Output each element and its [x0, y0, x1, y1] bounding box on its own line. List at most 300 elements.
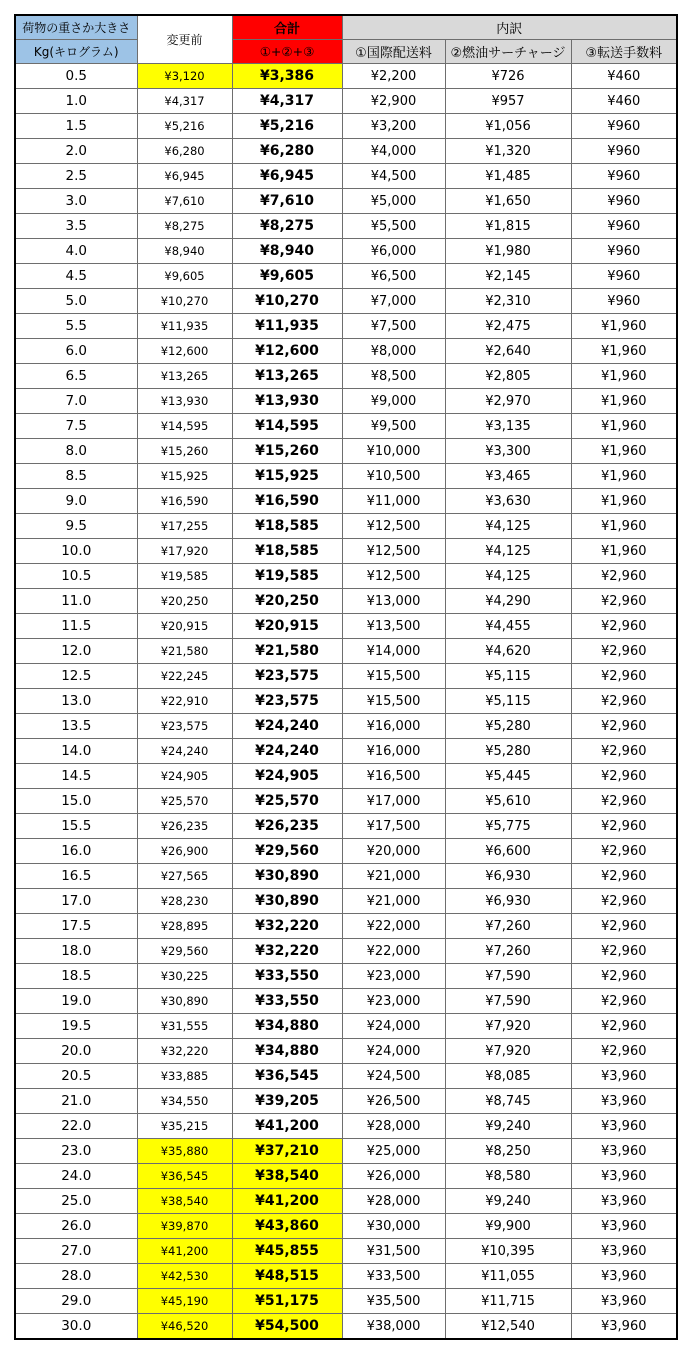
cell-fuel-surcharge[interactable]: ¥7,920 [445, 1014, 571, 1039]
cell-weight[interactable]: 18.0 [15, 939, 137, 964]
cell-weight[interactable]: 1.5 [15, 114, 137, 139]
cell-before[interactable]: ¥11,935 [137, 314, 232, 339]
cell-weight[interactable]: 7.0 [15, 389, 137, 414]
cell-shipping[interactable]: ¥31,500 [342, 1239, 445, 1264]
cell-fuel-surcharge[interactable]: ¥7,260 [445, 914, 571, 939]
cell-before[interactable]: ¥27,565 [137, 864, 232, 889]
cell-fuel-surcharge[interactable]: ¥3,135 [445, 414, 571, 439]
cell-weight[interactable]: 24.0 [15, 1164, 137, 1189]
cell-forwarding-fee[interactable]: ¥1,960 [571, 314, 677, 339]
cell-before[interactable]: ¥26,235 [137, 814, 232, 839]
cell-weight[interactable]: 2.5 [15, 164, 137, 189]
cell-shipping[interactable]: ¥33,500 [342, 1264, 445, 1289]
header-total[interactable]: 合計 [232, 15, 342, 40]
cell-weight[interactable]: 20.0 [15, 1039, 137, 1064]
cell-fuel-surcharge[interactable]: ¥6,930 [445, 889, 571, 914]
cell-shipping[interactable]: ¥25,000 [342, 1139, 445, 1164]
cell-before[interactable]: ¥34,550 [137, 1089, 232, 1114]
cell-forwarding-fee[interactable]: ¥960 [571, 214, 677, 239]
cell-shipping[interactable]: ¥30,000 [342, 1214, 445, 1239]
cell-shipping[interactable]: ¥9,000 [342, 389, 445, 414]
cell-shipping[interactable]: ¥21,000 [342, 864, 445, 889]
cell-weight[interactable]: 5.5 [15, 314, 137, 339]
header-total-formula[interactable]: ①+②+③ [232, 40, 342, 64]
cell-forwarding-fee[interactable]: ¥960 [571, 139, 677, 164]
cell-before[interactable]: ¥24,240 [137, 739, 232, 764]
cell-fuel-surcharge[interactable]: ¥3,630 [445, 489, 571, 514]
cell-before[interactable]: ¥29,560 [137, 939, 232, 964]
cell-total[interactable]: ¥54,500 [232, 1314, 342, 1340]
cell-total[interactable]: ¥29,560 [232, 839, 342, 864]
cell-weight[interactable]: 12.5 [15, 664, 137, 689]
cell-before[interactable]: ¥46,520 [137, 1314, 232, 1340]
cell-before[interactable]: ¥21,580 [137, 639, 232, 664]
cell-weight[interactable]: 30.0 [15, 1314, 137, 1340]
cell-fuel-surcharge[interactable]: ¥7,260 [445, 939, 571, 964]
cell-weight[interactable]: 8.0 [15, 439, 137, 464]
cell-shipping[interactable]: ¥4,500 [342, 164, 445, 189]
cell-before[interactable]: ¥26,900 [137, 839, 232, 864]
cell-shipping[interactable]: ¥8,500 [342, 364, 445, 389]
cell-before[interactable]: ¥22,910 [137, 689, 232, 714]
cell-before[interactable]: ¥14,595 [137, 414, 232, 439]
cell-before[interactable]: ¥5,216 [137, 114, 232, 139]
cell-weight[interactable]: 28.0 [15, 1264, 137, 1289]
cell-before[interactable]: ¥32,220 [137, 1039, 232, 1064]
cell-before[interactable]: ¥8,275 [137, 214, 232, 239]
cell-total[interactable]: ¥13,930 [232, 389, 342, 414]
cell-forwarding-fee[interactable]: ¥2,960 [571, 739, 677, 764]
cell-weight[interactable]: 18.5 [15, 964, 137, 989]
cell-shipping[interactable]: ¥28,000 [342, 1189, 445, 1214]
cell-shipping[interactable]: ¥12,500 [342, 564, 445, 589]
cell-before[interactable]: ¥16,590 [137, 489, 232, 514]
cell-fuel-surcharge[interactable]: ¥8,250 [445, 1139, 571, 1164]
cell-fuel-surcharge[interactable]: ¥1,485 [445, 164, 571, 189]
cell-total[interactable]: ¥15,925 [232, 464, 342, 489]
cell-before[interactable]: ¥8,940 [137, 239, 232, 264]
cell-before[interactable]: ¥3,120 [137, 64, 232, 89]
cell-before[interactable]: ¥23,575 [137, 714, 232, 739]
cell-weight[interactable]: 6.5 [15, 364, 137, 389]
cell-before[interactable]: ¥38,540 [137, 1189, 232, 1214]
cell-total[interactable]: ¥23,575 [232, 689, 342, 714]
cell-total[interactable]: ¥10,270 [232, 289, 342, 314]
cell-shipping[interactable]: ¥6,000 [342, 239, 445, 264]
cell-weight[interactable]: 26.0 [15, 1214, 137, 1239]
cell-weight[interactable]: 15.0 [15, 789, 137, 814]
cell-before[interactable]: ¥35,880 [137, 1139, 232, 1164]
cell-shipping[interactable]: ¥23,000 [342, 989, 445, 1014]
cell-forwarding-fee[interactable]: ¥1,960 [571, 464, 677, 489]
cell-shipping[interactable]: ¥22,000 [342, 914, 445, 939]
cell-total[interactable]: ¥30,890 [232, 864, 342, 889]
cell-total[interactable]: ¥51,175 [232, 1289, 342, 1314]
header-shipping[interactable]: ①国際配送料 [342, 40, 445, 64]
cell-weight[interactable]: 25.0 [15, 1189, 137, 1214]
cell-fuel-surcharge[interactable]: ¥10,395 [445, 1239, 571, 1264]
cell-shipping[interactable]: ¥15,500 [342, 664, 445, 689]
cell-shipping[interactable]: ¥13,000 [342, 589, 445, 614]
cell-weight[interactable]: 3.5 [15, 214, 137, 239]
cell-total[interactable]: ¥14,595 [232, 414, 342, 439]
cell-total[interactable]: ¥9,605 [232, 264, 342, 289]
cell-before[interactable]: ¥15,260 [137, 439, 232, 464]
cell-shipping[interactable]: ¥24,500 [342, 1064, 445, 1089]
cell-fuel-surcharge[interactable]: ¥1,320 [445, 139, 571, 164]
cell-forwarding-fee[interactable]: ¥1,960 [571, 514, 677, 539]
cell-total[interactable]: ¥6,280 [232, 139, 342, 164]
cell-shipping[interactable]: ¥12,500 [342, 514, 445, 539]
cell-total[interactable]: ¥12,600 [232, 339, 342, 364]
cell-weight[interactable]: 6.0 [15, 339, 137, 364]
cell-forwarding-fee[interactable]: ¥960 [571, 114, 677, 139]
cell-before[interactable]: ¥12,600 [137, 339, 232, 364]
cell-before[interactable]: ¥15,925 [137, 464, 232, 489]
cell-forwarding-fee[interactable]: ¥3,960 [571, 1264, 677, 1289]
cell-weight[interactable]: 10.5 [15, 564, 137, 589]
cell-fuel-surcharge[interactable]: ¥5,280 [445, 739, 571, 764]
cell-weight[interactable]: 15.5 [15, 814, 137, 839]
cell-total[interactable]: ¥41,200 [232, 1189, 342, 1214]
cell-before[interactable]: ¥22,245 [137, 664, 232, 689]
cell-weight[interactable]: 29.0 [15, 1289, 137, 1314]
cell-weight[interactable]: 20.5 [15, 1064, 137, 1089]
cell-fuel-surcharge[interactable]: ¥7,590 [445, 989, 571, 1014]
cell-shipping[interactable]: ¥35,500 [342, 1289, 445, 1314]
cell-shipping[interactable]: ¥23,000 [342, 964, 445, 989]
cell-total[interactable]: ¥48,515 [232, 1264, 342, 1289]
cell-total[interactable]: ¥32,220 [232, 939, 342, 964]
cell-total[interactable]: ¥30,890 [232, 889, 342, 914]
cell-total[interactable]: ¥26,235 [232, 814, 342, 839]
cell-fuel-surcharge[interactable]: ¥4,125 [445, 539, 571, 564]
cell-before[interactable]: ¥7,610 [137, 189, 232, 214]
cell-before[interactable]: ¥20,915 [137, 614, 232, 639]
cell-total[interactable]: ¥45,855 [232, 1239, 342, 1264]
cell-before[interactable]: ¥28,230 [137, 889, 232, 914]
cell-fuel-surcharge[interactable]: ¥2,145 [445, 264, 571, 289]
cell-fuel-surcharge[interactable]: ¥2,805 [445, 364, 571, 389]
cell-forwarding-fee[interactable]: ¥3,960 [571, 1239, 677, 1264]
cell-before[interactable]: ¥30,225 [137, 964, 232, 989]
cell-fuel-surcharge[interactable]: ¥957 [445, 89, 571, 114]
cell-fuel-surcharge[interactable]: ¥726 [445, 64, 571, 89]
cell-forwarding-fee[interactable]: ¥3,960 [571, 1164, 677, 1189]
cell-shipping[interactable]: ¥2,900 [342, 89, 445, 114]
cell-forwarding-fee[interactable]: ¥2,960 [571, 589, 677, 614]
cell-weight[interactable]: 13.0 [15, 689, 137, 714]
cell-weight[interactable]: 11.5 [15, 614, 137, 639]
cell-fuel-surcharge[interactable]: ¥7,920 [445, 1039, 571, 1064]
cell-shipping[interactable]: ¥6,500 [342, 264, 445, 289]
cell-weight[interactable]: 10.0 [15, 539, 137, 564]
cell-forwarding-fee[interactable]: ¥960 [571, 239, 677, 264]
cell-before[interactable]: ¥35,215 [137, 1114, 232, 1139]
cell-total[interactable]: ¥25,570 [232, 789, 342, 814]
cell-forwarding-fee[interactable]: ¥2,960 [571, 889, 677, 914]
cell-shipping[interactable]: ¥10,500 [342, 464, 445, 489]
cell-total[interactable]: ¥41,200 [232, 1114, 342, 1139]
cell-fuel-surcharge[interactable]: ¥8,745 [445, 1089, 571, 1114]
cell-fuel-surcharge[interactable]: ¥1,650 [445, 189, 571, 214]
cell-weight[interactable]: 4.0 [15, 239, 137, 264]
cell-fuel-surcharge[interactable]: ¥5,610 [445, 789, 571, 814]
cell-fuel-surcharge[interactable]: ¥5,115 [445, 689, 571, 714]
cell-fuel-surcharge[interactable]: ¥6,930 [445, 864, 571, 889]
cell-fuel-surcharge[interactable]: ¥4,455 [445, 614, 571, 639]
cell-fuel-surcharge[interactable]: ¥9,240 [445, 1189, 571, 1214]
cell-weight[interactable]: 9.0 [15, 489, 137, 514]
cell-forwarding-fee[interactable]: ¥3,960 [571, 1314, 677, 1340]
cell-weight[interactable]: 3.0 [15, 189, 137, 214]
cell-weight[interactable]: 9.5 [15, 514, 137, 539]
cell-before[interactable]: ¥17,255 [137, 514, 232, 539]
cell-forwarding-fee[interactable]: ¥2,960 [571, 1014, 677, 1039]
cell-before[interactable]: ¥6,280 [137, 139, 232, 164]
cell-forwarding-fee[interactable]: ¥2,960 [571, 789, 677, 814]
cell-shipping[interactable]: ¥26,000 [342, 1164, 445, 1189]
header-forwarding-fee[interactable]: ③転送手数料 [571, 40, 677, 64]
cell-fuel-surcharge[interactable]: ¥5,775 [445, 814, 571, 839]
cell-fuel-surcharge[interactable]: ¥12,540 [445, 1314, 571, 1340]
cell-shipping[interactable]: ¥21,000 [342, 889, 445, 914]
cell-total[interactable]: ¥24,240 [232, 739, 342, 764]
cell-forwarding-fee[interactable]: ¥2,960 [571, 689, 677, 714]
cell-shipping[interactable]: ¥20,000 [342, 839, 445, 864]
cell-forwarding-fee[interactable]: ¥3,960 [571, 1139, 677, 1164]
header-weight-unit[interactable]: Kg(キログラム) [15, 40, 137, 64]
cell-forwarding-fee[interactable]: ¥2,960 [571, 1039, 677, 1064]
cell-forwarding-fee[interactable]: ¥1,960 [571, 339, 677, 364]
cell-before[interactable]: ¥19,585 [137, 564, 232, 589]
cell-weight[interactable]: 0.5 [15, 64, 137, 89]
cell-before[interactable]: ¥10,270 [137, 289, 232, 314]
cell-shipping[interactable]: ¥28,000 [342, 1114, 445, 1139]
cell-total[interactable]: ¥4,317 [232, 89, 342, 114]
header-before[interactable]: 変更前 [137, 15, 232, 64]
cell-fuel-surcharge[interactable]: ¥11,715 [445, 1289, 571, 1314]
cell-fuel-surcharge[interactable]: ¥3,465 [445, 464, 571, 489]
cell-total[interactable]: ¥33,550 [232, 989, 342, 1014]
cell-shipping[interactable]: ¥4,000 [342, 139, 445, 164]
cell-shipping[interactable]: ¥14,000 [342, 639, 445, 664]
cell-forwarding-fee[interactable]: ¥3,960 [571, 1214, 677, 1239]
cell-fuel-surcharge[interactable]: ¥5,445 [445, 764, 571, 789]
cell-total[interactable]: ¥38,540 [232, 1164, 342, 1189]
header-breakdown[interactable]: 内訳 [342, 15, 677, 40]
cell-weight[interactable]: 23.0 [15, 1139, 137, 1164]
cell-forwarding-fee[interactable]: ¥2,960 [571, 564, 677, 589]
cell-before[interactable]: ¥39,870 [137, 1214, 232, 1239]
cell-total[interactable]: ¥11,935 [232, 314, 342, 339]
cell-total[interactable]: ¥20,250 [232, 589, 342, 614]
cell-shipping[interactable]: ¥38,000 [342, 1314, 445, 1340]
cell-before[interactable]: ¥30,890 [137, 989, 232, 1014]
cell-fuel-surcharge[interactable]: ¥4,125 [445, 514, 571, 539]
cell-weight[interactable]: 16.5 [15, 864, 137, 889]
cell-weight[interactable]: 16.0 [15, 839, 137, 864]
cell-fuel-surcharge[interactable]: ¥5,280 [445, 714, 571, 739]
cell-fuel-surcharge[interactable]: ¥2,640 [445, 339, 571, 364]
cell-weight[interactable]: 13.5 [15, 714, 137, 739]
cell-total[interactable]: ¥34,880 [232, 1014, 342, 1039]
cell-forwarding-fee[interactable]: ¥1,960 [571, 539, 677, 564]
cell-shipping[interactable]: ¥9,500 [342, 414, 445, 439]
cell-shipping[interactable]: ¥10,000 [342, 439, 445, 464]
cell-fuel-surcharge[interactable]: ¥8,085 [445, 1064, 571, 1089]
cell-shipping[interactable]: ¥17,500 [342, 814, 445, 839]
cell-shipping[interactable]: ¥24,000 [342, 1014, 445, 1039]
cell-weight[interactable]: 1.0 [15, 89, 137, 114]
cell-total[interactable]: ¥36,545 [232, 1064, 342, 1089]
cell-weight[interactable]: 27.0 [15, 1239, 137, 1264]
cell-fuel-surcharge[interactable]: ¥4,125 [445, 564, 571, 589]
cell-fuel-surcharge[interactable]: ¥2,475 [445, 314, 571, 339]
cell-forwarding-fee[interactable]: ¥2,960 [571, 939, 677, 964]
cell-weight[interactable]: 19.0 [15, 989, 137, 1014]
cell-fuel-surcharge[interactable]: ¥3,300 [445, 439, 571, 464]
cell-forwarding-fee[interactable]: ¥2,960 [571, 989, 677, 1014]
cell-before[interactable]: ¥9,605 [137, 264, 232, 289]
cell-fuel-surcharge[interactable]: ¥11,055 [445, 1264, 571, 1289]
cell-before[interactable]: ¥6,945 [137, 164, 232, 189]
cell-forwarding-fee[interactable]: ¥2,960 [571, 664, 677, 689]
cell-before[interactable]: ¥13,930 [137, 389, 232, 414]
cell-forwarding-fee[interactable]: ¥2,960 [571, 714, 677, 739]
cell-total[interactable]: ¥18,585 [232, 539, 342, 564]
cell-forwarding-fee[interactable]: ¥2,960 [571, 914, 677, 939]
cell-forwarding-fee[interactable]: ¥2,960 [571, 639, 677, 664]
cell-fuel-surcharge[interactable]: ¥2,970 [445, 389, 571, 414]
cell-forwarding-fee[interactable]: ¥2,960 [571, 764, 677, 789]
cell-total[interactable]: ¥23,575 [232, 664, 342, 689]
cell-before[interactable]: ¥28,895 [137, 914, 232, 939]
cell-forwarding-fee[interactable]: ¥1,960 [571, 364, 677, 389]
cell-shipping[interactable]: ¥16,000 [342, 714, 445, 739]
cell-shipping[interactable]: ¥2,200 [342, 64, 445, 89]
cell-shipping[interactable]: ¥16,000 [342, 739, 445, 764]
cell-forwarding-fee[interactable]: ¥1,960 [571, 414, 677, 439]
cell-forwarding-fee[interactable]: ¥1,960 [571, 389, 677, 414]
cell-weight[interactable]: 11.0 [15, 589, 137, 614]
cell-shipping[interactable]: ¥13,500 [342, 614, 445, 639]
cell-shipping[interactable]: ¥26,500 [342, 1089, 445, 1114]
cell-weight[interactable]: 8.5 [15, 464, 137, 489]
cell-before[interactable]: ¥33,885 [137, 1064, 232, 1089]
cell-shipping[interactable]: ¥3,200 [342, 114, 445, 139]
cell-forwarding-fee[interactable]: ¥3,960 [571, 1189, 677, 1214]
cell-forwarding-fee[interactable]: ¥3,960 [571, 1089, 677, 1114]
cell-weight[interactable]: 17.0 [15, 889, 137, 914]
cell-shipping[interactable]: ¥8,000 [342, 339, 445, 364]
cell-shipping[interactable]: ¥11,000 [342, 489, 445, 514]
cell-forwarding-fee[interactable]: ¥460 [571, 64, 677, 89]
cell-total[interactable]: ¥6,945 [232, 164, 342, 189]
cell-forwarding-fee[interactable]: ¥3,960 [571, 1064, 677, 1089]
cell-shipping[interactable]: ¥5,000 [342, 189, 445, 214]
cell-total[interactable]: ¥39,205 [232, 1089, 342, 1114]
cell-shipping[interactable]: ¥5,500 [342, 214, 445, 239]
cell-before[interactable]: ¥24,905 [137, 764, 232, 789]
cell-before[interactable]: ¥36,545 [137, 1164, 232, 1189]
cell-total[interactable]: ¥8,940 [232, 239, 342, 264]
cell-total[interactable]: ¥32,220 [232, 914, 342, 939]
cell-total[interactable]: ¥13,265 [232, 364, 342, 389]
cell-weight[interactable]: 4.5 [15, 264, 137, 289]
cell-total[interactable]: ¥20,915 [232, 614, 342, 639]
cell-forwarding-fee[interactable]: ¥460 [571, 89, 677, 114]
cell-forwarding-fee[interactable]: ¥1,960 [571, 439, 677, 464]
cell-before[interactable]: ¥25,570 [137, 789, 232, 814]
cell-weight[interactable]: 14.0 [15, 739, 137, 764]
cell-forwarding-fee[interactable]: ¥960 [571, 264, 677, 289]
cell-shipping[interactable]: ¥7,000 [342, 289, 445, 314]
cell-total[interactable]: ¥37,210 [232, 1139, 342, 1164]
cell-before[interactable]: ¥20,250 [137, 589, 232, 614]
cell-forwarding-fee[interactable]: ¥2,960 [571, 839, 677, 864]
cell-forwarding-fee[interactable]: ¥2,960 [571, 864, 677, 889]
cell-before[interactable]: ¥17,920 [137, 539, 232, 564]
cell-fuel-surcharge[interactable]: ¥5,115 [445, 664, 571, 689]
cell-fuel-surcharge[interactable]: ¥1,815 [445, 214, 571, 239]
cell-weight[interactable]: 22.0 [15, 1114, 137, 1139]
cell-total[interactable]: ¥24,240 [232, 714, 342, 739]
cell-total[interactable]: ¥21,580 [232, 639, 342, 664]
cell-weight[interactable]: 19.5 [15, 1014, 137, 1039]
cell-weight[interactable]: 2.0 [15, 139, 137, 164]
cell-forwarding-fee[interactable]: ¥3,960 [571, 1114, 677, 1139]
cell-forwarding-fee[interactable]: ¥2,960 [571, 814, 677, 839]
cell-total[interactable]: ¥5,216 [232, 114, 342, 139]
header-weight-label[interactable]: 荷物の重さか大きさ [15, 15, 137, 40]
cell-before[interactable]: ¥42,530 [137, 1264, 232, 1289]
cell-before[interactable]: ¥4,317 [137, 89, 232, 114]
cell-before[interactable]: ¥41,200 [137, 1239, 232, 1264]
cell-fuel-surcharge[interactable]: ¥1,056 [445, 114, 571, 139]
cell-total[interactable]: ¥18,585 [232, 514, 342, 539]
cell-total[interactable]: ¥3,386 [232, 64, 342, 89]
cell-total[interactable]: ¥33,550 [232, 964, 342, 989]
cell-weight[interactable]: 7.5 [15, 414, 137, 439]
cell-fuel-surcharge[interactable]: ¥1,980 [445, 239, 571, 264]
cell-forwarding-fee[interactable]: ¥3,960 [571, 1289, 677, 1314]
cell-shipping[interactable]: ¥17,000 [342, 789, 445, 814]
cell-forwarding-fee[interactable]: ¥960 [571, 189, 677, 214]
cell-weight[interactable]: 14.5 [15, 764, 137, 789]
cell-shipping[interactable]: ¥12,500 [342, 539, 445, 564]
header-fuel-surcharge[interactable]: ②燃油サーチャージ [445, 40, 571, 64]
cell-forwarding-fee[interactable]: ¥960 [571, 289, 677, 314]
cell-weight[interactable]: 12.0 [15, 639, 137, 664]
cell-total[interactable]: ¥24,905 [232, 764, 342, 789]
cell-total[interactable]: ¥8,275 [232, 214, 342, 239]
cell-before[interactable]: ¥31,555 [137, 1014, 232, 1039]
cell-fuel-surcharge[interactable]: ¥2,310 [445, 289, 571, 314]
cell-shipping[interactable]: ¥22,000 [342, 939, 445, 964]
cell-forwarding-fee[interactable]: ¥2,960 [571, 964, 677, 989]
cell-shipping[interactable]: ¥7,500 [342, 314, 445, 339]
cell-shipping[interactable]: ¥24,000 [342, 1039, 445, 1064]
cell-shipping[interactable]: ¥15,500 [342, 689, 445, 714]
cell-total[interactable]: ¥34,880 [232, 1039, 342, 1064]
cell-before[interactable]: ¥45,190 [137, 1289, 232, 1314]
cell-total[interactable]: ¥19,585 [232, 564, 342, 589]
cell-fuel-surcharge[interactable]: ¥8,580 [445, 1164, 571, 1189]
cell-total[interactable]: ¥7,610 [232, 189, 342, 214]
cell-fuel-surcharge[interactable]: ¥9,240 [445, 1114, 571, 1139]
cell-forwarding-fee[interactable]: ¥1,960 [571, 489, 677, 514]
